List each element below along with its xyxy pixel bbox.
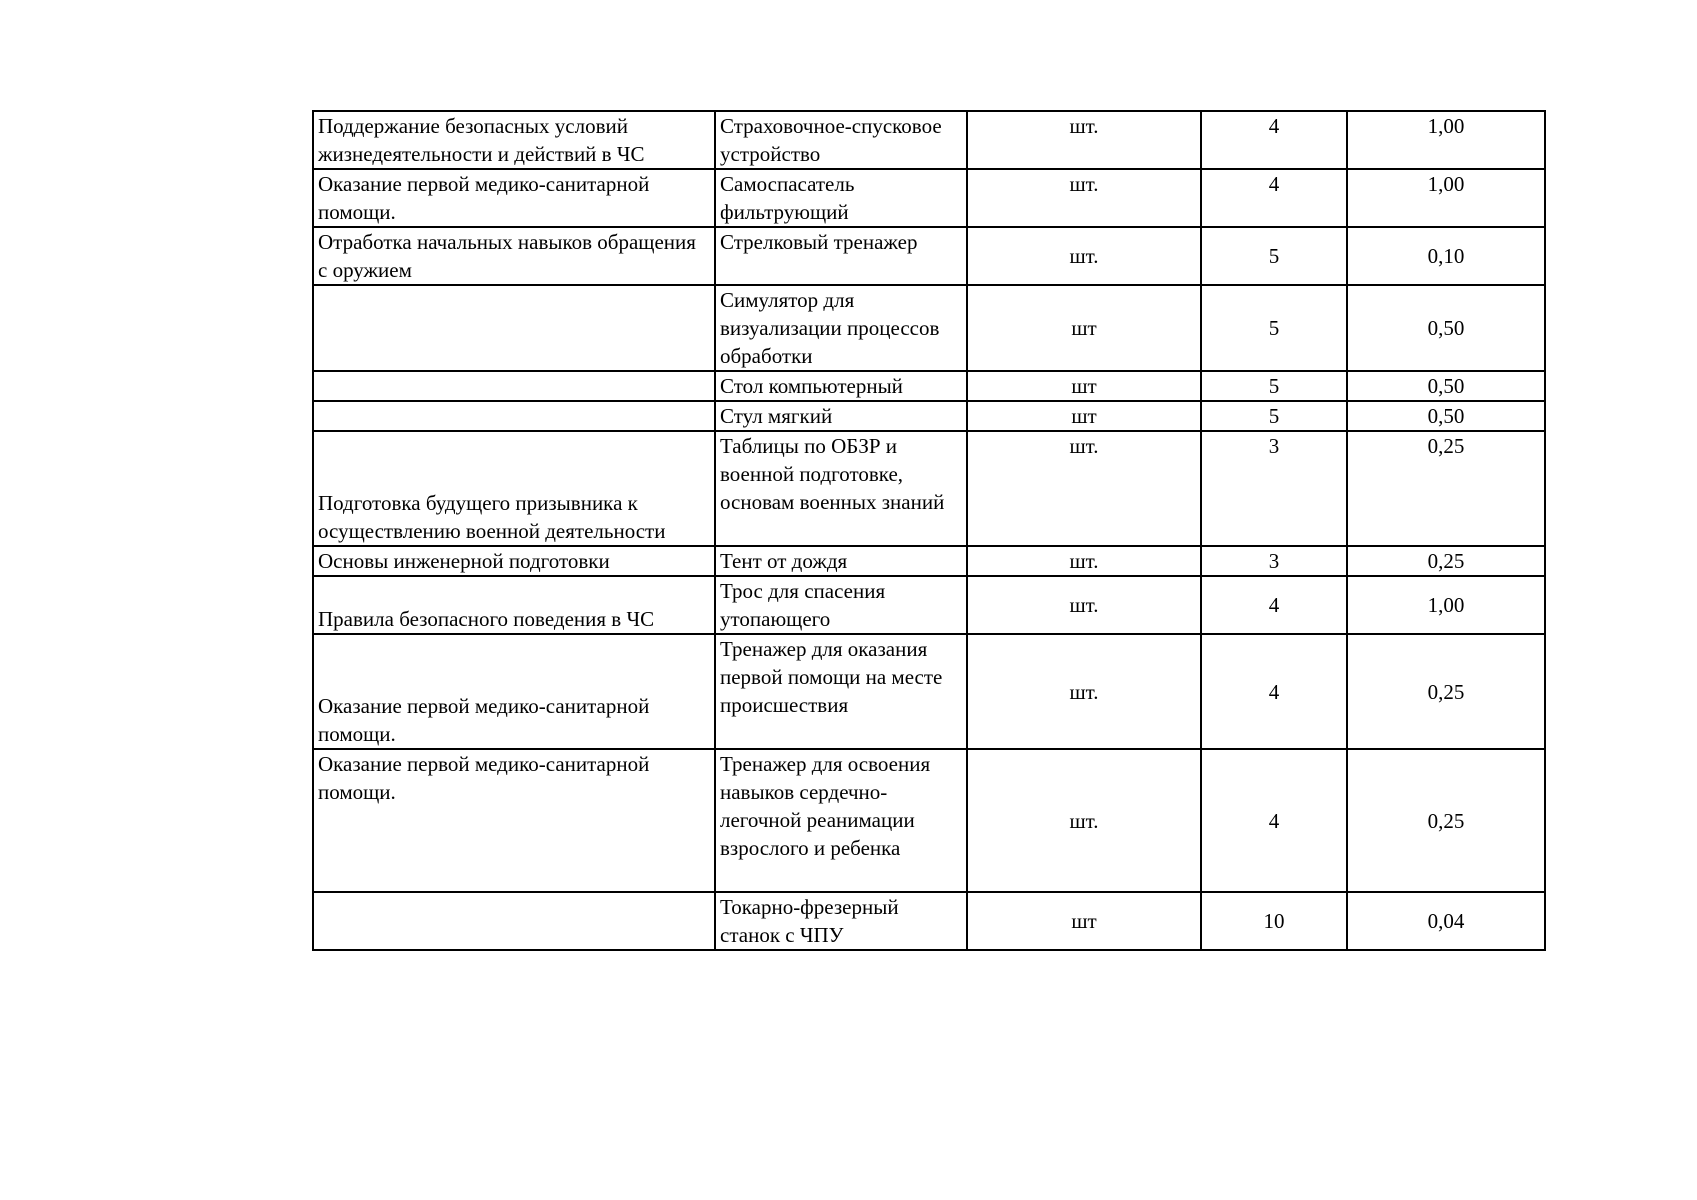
topic-cell: Основы инженерной подготовки — [313, 546, 715, 576]
item-cell: Таблицы по ОБЗР и военной подготовке, основам военных знаний — [715, 431, 967, 546]
table-row — [313, 576, 1545, 634]
topic-cell: Правила безопасного поведения в ЧС — [313, 576, 715, 634]
quantity-cell: 4 — [1201, 634, 1347, 749]
unit-cell: шт — [967, 371, 1201, 401]
table-row — [313, 749, 1545, 892]
value-cell: 0,50 — [1347, 285, 1545, 371]
quantity-cell: 4 — [1201, 749, 1347, 892]
unit-cell: шт. — [967, 749, 1201, 892]
unit-cell: шт. — [967, 111, 1201, 169]
table-row — [313, 111, 1545, 169]
item-cell: Тренажер для оказания первой помощи на месте происшествия — [715, 634, 967, 749]
topic-cell — [313, 371, 715, 401]
quantity-cell: 3 — [1201, 546, 1347, 576]
item-cell: Токарно-фрезерный станок с ЧПУ — [715, 892, 967, 950]
unit-cell: шт. — [967, 634, 1201, 749]
quantity-cell: 5 — [1201, 401, 1347, 431]
table-row — [313, 285, 1545, 371]
value-cell: 0,50 — [1347, 371, 1545, 401]
item-cell: Тент от дождя — [715, 546, 967, 576]
item-cell: Трос для спасения утопающего — [715, 576, 967, 634]
item-cell: Самоспасатель фильтрующий — [715, 169, 967, 227]
value-cell: 1,00 — [1347, 576, 1545, 634]
table-row — [313, 892, 1545, 950]
topic-cell: Оказание первой медико-санитарной помощи. — [313, 634, 715, 749]
quantity-cell: 5 — [1201, 227, 1347, 285]
table-row — [313, 546, 1545, 576]
topic-cell — [313, 285, 715, 371]
topic-cell: Поддержание безопасных условий жизнедеятельности и действий в ЧС — [313, 111, 715, 169]
quantity-cell: 10 — [1201, 892, 1347, 950]
item-cell: Тренажер для освоения навыков сердечно-легочной реанимации взрослого и ребенка — [715, 749, 967, 892]
value-cell: 0,25 — [1347, 431, 1545, 546]
unit-cell: шт. — [967, 546, 1201, 576]
value-cell: 0,10 — [1347, 227, 1545, 285]
quantity-cell: 3 — [1201, 431, 1347, 546]
topic-cell: Отработка начальных навыков обращения с оружием — [313, 227, 715, 285]
quantity-cell: 4 — [1201, 111, 1347, 169]
table-row — [313, 169, 1545, 227]
table-row — [313, 634, 1545, 749]
value-cell: 0,50 — [1347, 401, 1545, 431]
topic-cell — [313, 892, 715, 950]
table-row — [313, 431, 1545, 546]
unit-cell: шт — [967, 892, 1201, 950]
value-cell: 1,00 — [1347, 111, 1545, 169]
value-cell: 0,25 — [1347, 749, 1545, 892]
quantity-cell: 5 — [1201, 285, 1347, 371]
unit-cell: шт. — [967, 431, 1201, 546]
topic-cell: Оказание первой медико-санитарной помощи. — [313, 749, 715, 892]
unit-cell: шт. — [967, 227, 1201, 285]
unit-cell: шт. — [967, 169, 1201, 227]
table-row — [313, 371, 1545, 401]
value-cell: 0,25 — [1347, 634, 1545, 749]
value-cell: 0,25 — [1347, 546, 1545, 576]
unit-cell: шт — [967, 401, 1201, 431]
item-cell: Стол компьютерный — [715, 371, 967, 401]
table-row — [313, 227, 1545, 285]
quantity-cell: 4 — [1201, 169, 1347, 227]
topic-cell: Оказание первой медико-санитарной помощи. — [313, 169, 715, 227]
item-cell: Стул мягкий — [715, 401, 967, 431]
value-cell: 0,04 — [1347, 892, 1545, 950]
unit-cell: шт — [967, 285, 1201, 371]
unit-cell: шт. — [967, 576, 1201, 634]
item-cell: Симулятор для визуализации процессов обработки — [715, 285, 967, 371]
quantity-cell: 4 — [1201, 576, 1347, 634]
topic-cell — [313, 401, 715, 431]
value-cell: 1,00 — [1347, 169, 1545, 227]
table-row — [313, 401, 1545, 431]
quantity-cell: 5 — [1201, 371, 1347, 401]
item-cell: Стрелковый тренажер — [715, 227, 967, 285]
topic-cell: Подготовка будущего призывника к осуществлению военной деятельности — [313, 431, 715, 546]
item-cell: Страховочное-спусковое устройство — [715, 111, 967, 169]
equipment-table — [312, 110, 1546, 951]
